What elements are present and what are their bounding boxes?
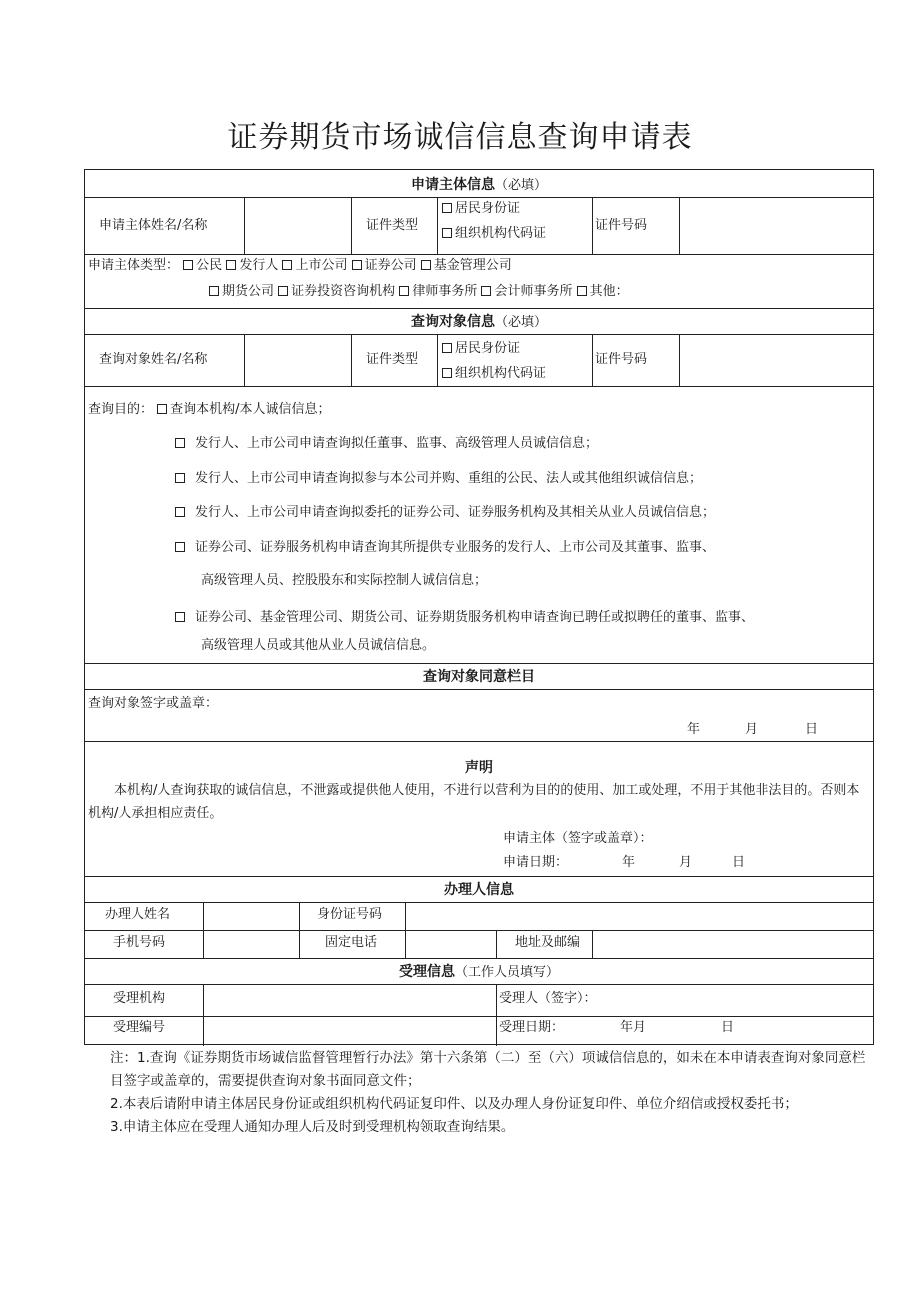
applicant-type-row-1: 申请主体类型： 公民 发行人 上市公司 证券公司 基金管理公司	[88, 258, 512, 273]
handler-name-input[interactable]	[204, 903, 298, 929]
handler-address-label: 地址及邮编	[515, 935, 581, 950]
consent-section-header: 查询对象同意栏目	[423, 669, 535, 685]
divider	[85, 741, 873, 742]
consent-month: 月	[745, 722, 759, 737]
consent-sign-label: 查询对象签字或盖章：	[88, 696, 219, 711]
acceptance-org-label: 受理机构	[113, 991, 166, 1006]
acceptance-month: 年月	[620, 1020, 647, 1035]
type-option-accounting[interactable]: 会计师事务所	[481, 284, 572, 299]
acceptance-number-label: 受理编号	[113, 1020, 166, 1035]
declaration-date-label: 申请日期：	[503, 855, 569, 870]
divider	[592, 334, 593, 386]
purpose-row-self: 查询目的： 查询本机构/本人诚信信息；	[88, 402, 331, 417]
divider	[496, 984, 497, 1046]
divider	[351, 197, 352, 254]
target-id-number-label: 证件号码	[595, 352, 648, 367]
checkbox-icon	[442, 228, 452, 238]
declaration-text: 本机构/人查询获取的诚信信息，不泄露或提供他人使用，不进行以营利为目的的使用、加工或处理，不用于其他非法目的。否则本机构/人承担相应责任。	[88, 783, 860, 821]
declaration-header: 声明	[465, 760, 493, 776]
type-option-other[interactable]: 其他：	[577, 284, 629, 299]
applicant-type-row-2	[209, 283, 629, 301]
notes	[110, 1047, 876, 1139]
page-title: 证券期货市场诚信信息查询申请表	[227, 120, 693, 155]
type-option-consulting[interactable]: 证券投资咨询机构	[278, 284, 395, 299]
handler-mobile-label: 手机号码	[113, 935, 166, 950]
divider	[85, 689, 873, 690]
applicant-section-header: 申请主体信息（必填）	[410, 177, 547, 193]
applicant-id-number-label: 证件号码	[595, 218, 648, 233]
divider	[299, 902, 300, 958]
divider	[85, 876, 873, 877]
purpose-option-3[interactable]: 发行人、上市公司申请查询拟委托的证券公司、证券服务机构及其相关从业人员诚信信息；	[175, 504, 715, 522]
type-option-securities[interactable]: 证券公司	[352, 258, 417, 273]
type-option-listed[interactable]: 上市公司	[282, 258, 347, 273]
applicant-id-option-org[interactable]: 组织机构代码证	[442, 225, 546, 243]
target-name-label: 查询对象姓名/名称	[99, 352, 208, 367]
purpose-option-2[interactable]: 发行人、上市公司申请查询拟参与本公司并购、重组的公民、法人或其他组织诚信信息；	[175, 470, 702, 488]
divider	[85, 958, 873, 959]
purpose-option-1[interactable]: 发行人、上市公司申请查询拟任董事、监事、高级管理人员诚信信息；	[175, 435, 598, 453]
handler-name-label: 办理人姓名	[105, 907, 171, 922]
applicant-id-number-input[interactable]	[680, 200, 872, 252]
type-option-law-firm[interactable]: 律师事务所	[399, 284, 477, 299]
purpose-option-4[interactable]: 证券公司、证券服务机构申请查询其所提供专业服务的发行人、上市公司及其董事、监事、	[175, 539, 715, 557]
acceptance-day: 日	[721, 1020, 735, 1035]
applicant-id-type-label: 证件类型	[366, 218, 419, 233]
divider	[85, 334, 873, 335]
acceptance-section-header: 受理信息（工作人员填写）	[398, 964, 559, 980]
handler-phone-input[interactable]	[406, 931, 495, 957]
target-id-option-org[interactable]: 组织机构代码证	[442, 365, 546, 383]
purpose-option-4-cont: 高级管理人员、控股股东和实际控制人诚信信息；	[201, 573, 488, 588]
declaration-day: 日	[732, 855, 746, 870]
divider	[592, 197, 593, 254]
acceptance-org-input[interactable]	[204, 985, 495, 1015]
applicant-name-label: 申请主体姓名/名称	[99, 218, 208, 233]
declaration-month: 月	[679, 855, 693, 870]
divider	[85, 308, 873, 309]
purpose-option-5-cont: 高级管理人员或其他从业人员诚信信息。	[201, 638, 436, 653]
handler-mobile-input[interactable]	[204, 931, 298, 957]
divider	[437, 197, 438, 254]
acceptance-person-label: 受理人（签字）：	[499, 991, 597, 1006]
divider	[85, 386, 873, 387]
handler-address-input[interactable]	[593, 931, 872, 957]
type-option-fund[interactable]: 基金管理公司	[421, 258, 512, 273]
purpose-option-5[interactable]: 证券公司、基金管理公司、期货公司、证券期货服务机构申请查询已聘任或拟聘任的董事、监事、	[175, 609, 754, 627]
note-3: 3.申请主体应在受理人通知办理人后及时到受理机构领取查询结果。	[110, 1119, 515, 1135]
target-id-option-resident[interactable]: 居民身份证	[442, 340, 520, 358]
divider	[351, 334, 352, 386]
type-option-issuer[interactable]: 发行人	[226, 258, 278, 273]
checkbox-icon	[442, 368, 452, 378]
purpose-option-self[interactable]: 查询本机构/本人诚信信息；	[157, 402, 330, 417]
divider	[496, 930, 497, 958]
consent-day: 日	[805, 722, 819, 737]
target-id-number-input[interactable]	[680, 336, 872, 384]
handler-id-label: 身份证号码	[317, 907, 383, 922]
handler-id-input[interactable]	[406, 903, 872, 929]
checkbox-icon	[442, 203, 452, 213]
target-name-input[interactable]	[244, 336, 350, 384]
note-1: 注：1.查询《证券期货市场诚信监督管理暂行办法》第十六条第（二）至（六）项诚信信息的，如未在本申请表查询对象同意栏目签字或盖章的，需要提供查询对象书面同意文件；	[110, 1050, 866, 1089]
target-section-header: 查询对象信息（必填）	[410, 314, 547, 330]
handler-phone-label: 固定电话	[325, 935, 378, 950]
handler-section-header: 办理人信息	[444, 882, 514, 898]
divider	[437, 334, 438, 386]
declaration-applicant-sign: 申请主体（签字或盖章）：	[503, 831, 653, 846]
declaration-year: 年	[622, 855, 636, 870]
applicant-name-input[interactable]	[244, 200, 350, 252]
type-option-futures[interactable]: 期货公司	[209, 284, 274, 299]
note-2: 2.本表后请附申请主体居民身份证或组织机构代码证复印件、以及办理人身份证复印件、单位介绍信或授权委托书；	[110, 1096, 798, 1112]
application-form	[84, 169, 874, 1045]
target-id-type-label: 证件类型	[366, 352, 419, 367]
checkbox-icon	[442, 343, 452, 353]
applicant-id-option-resident[interactable]: 居民身份证	[442, 200, 520, 218]
acceptance-date-label: 受理日期：	[499, 1020, 565, 1035]
divider	[85, 254, 873, 255]
acceptance-number-input[interactable]	[204, 1017, 495, 1045]
divider	[85, 197, 873, 198]
divider	[85, 663, 873, 664]
consent-year: 年	[687, 722, 701, 737]
type-option-citizen[interactable]: 公民	[183, 258, 222, 273]
